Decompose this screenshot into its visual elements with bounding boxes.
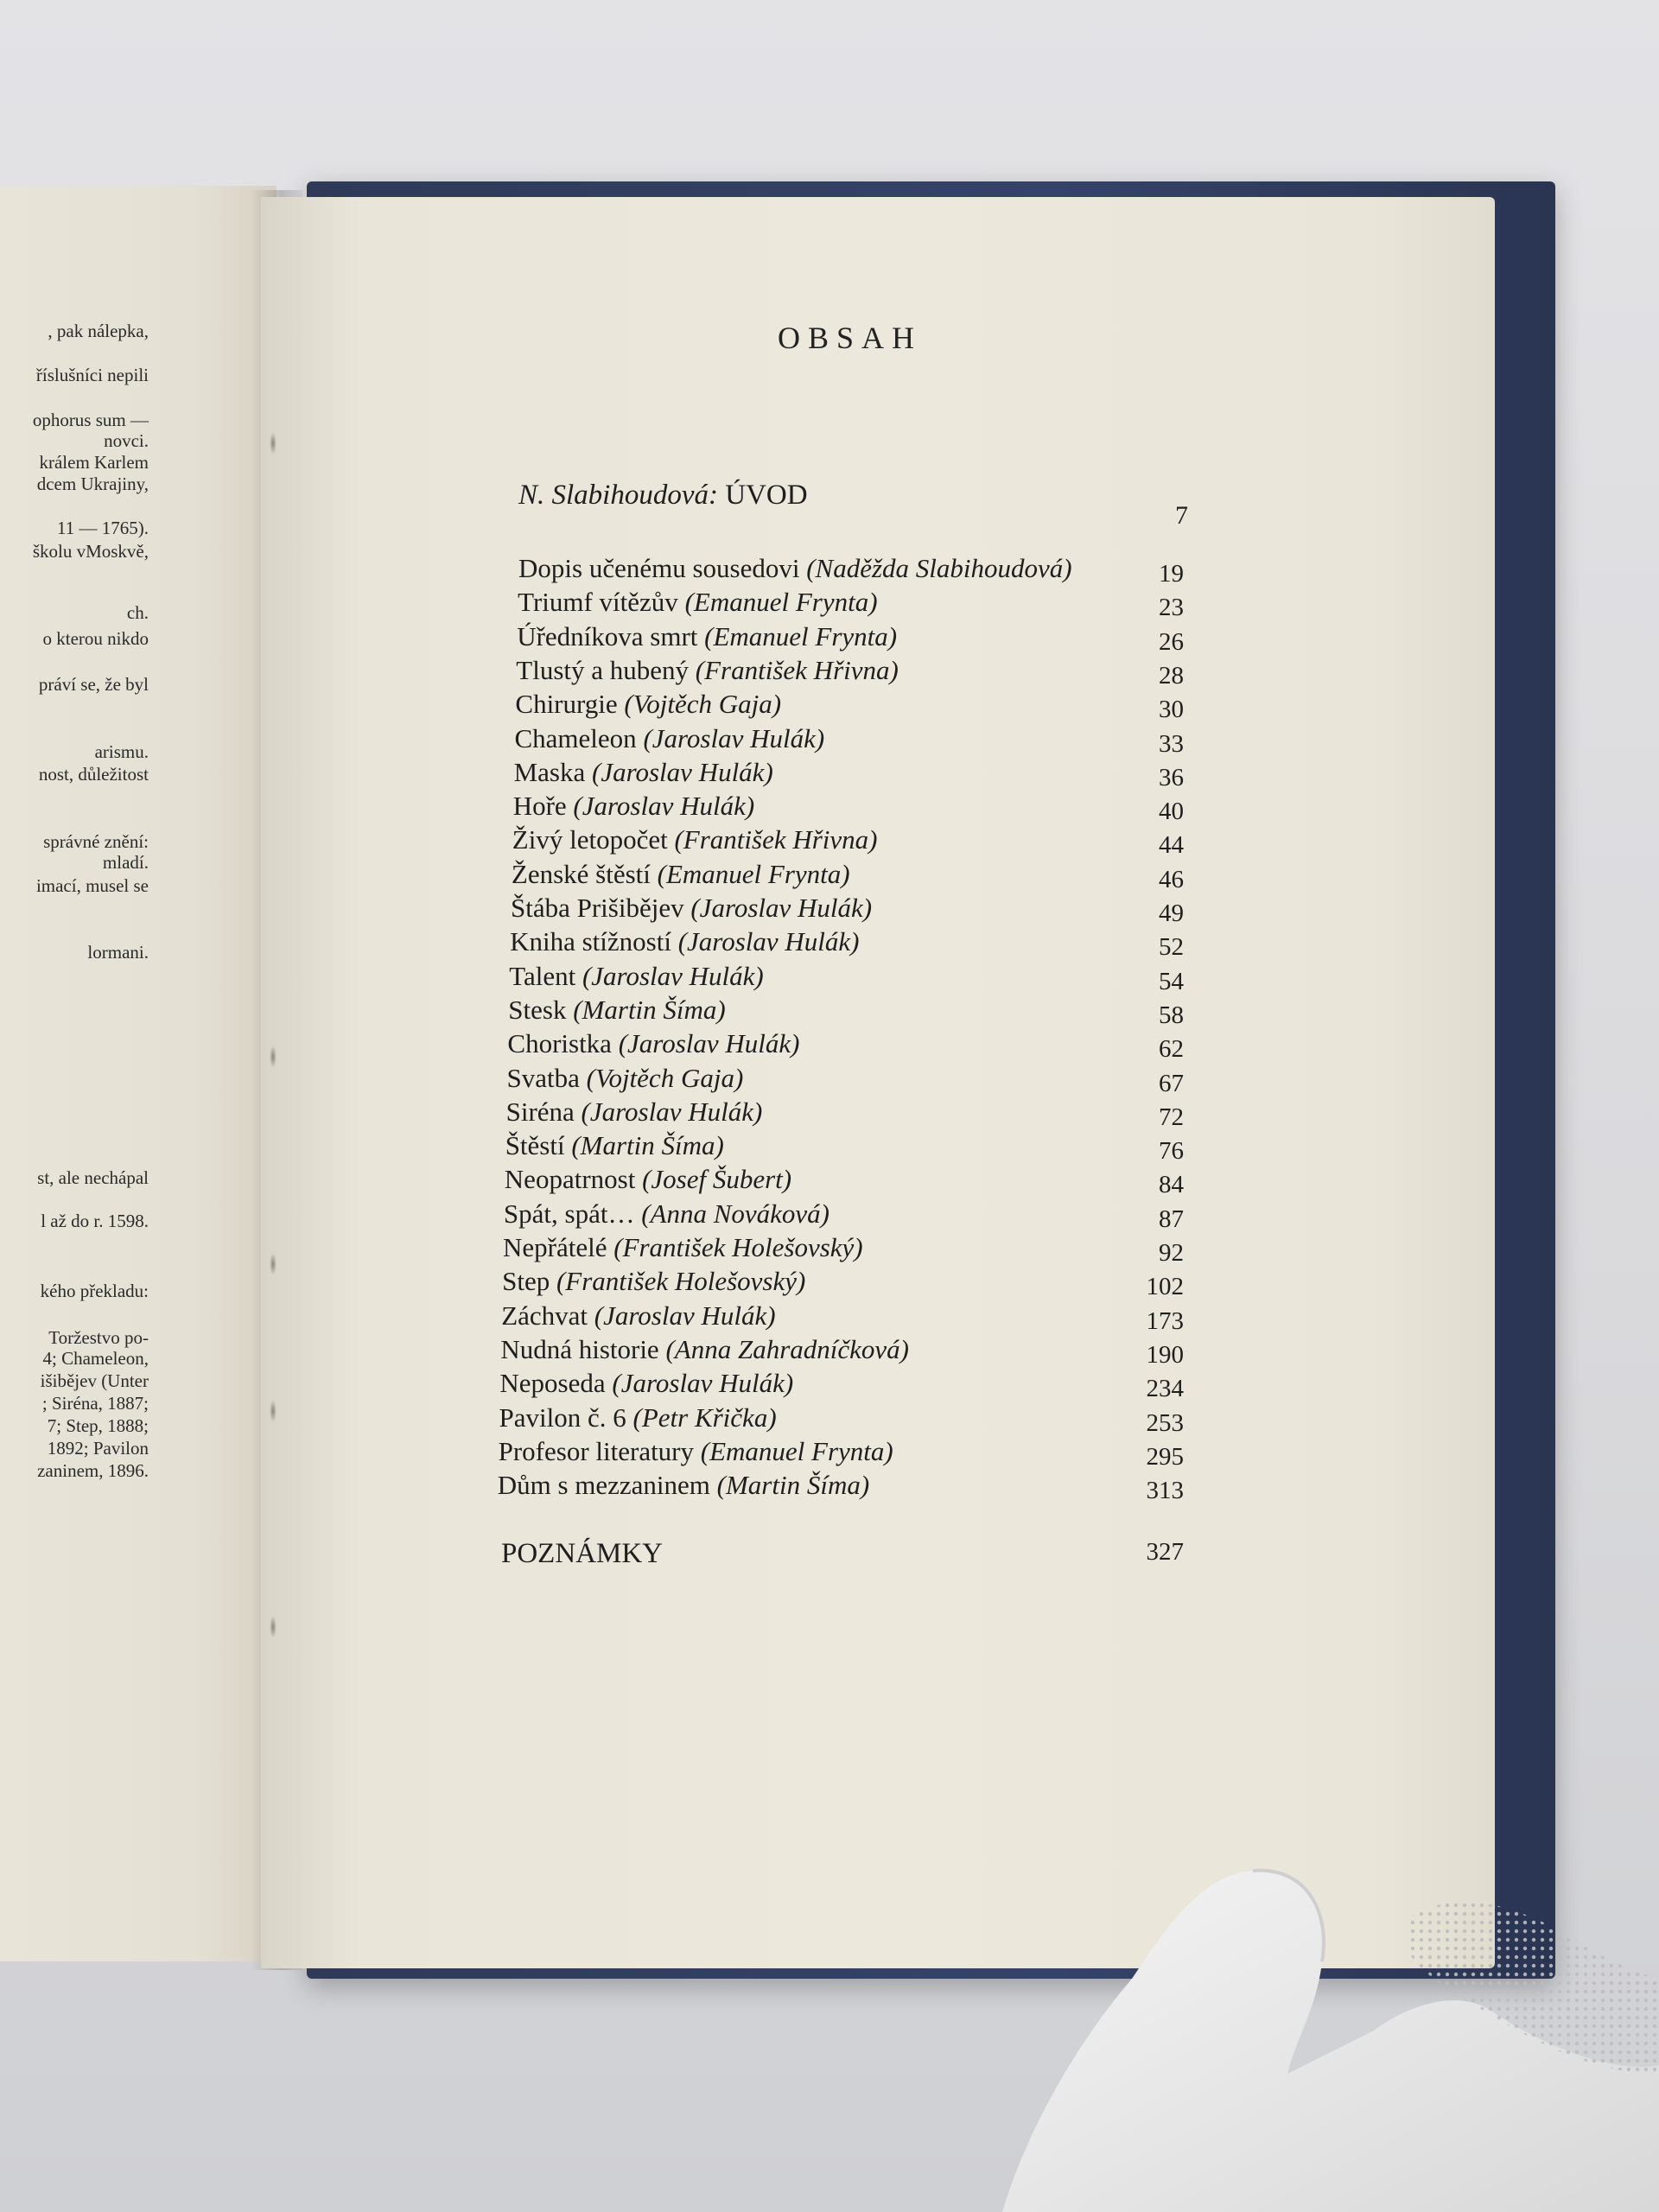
entry-translator: (Martin Šíma) [573,994,726,1025]
entry-page-number: 76 [1158,1137,1184,1166]
entry-page-number: 295 [1146,1442,1184,1471]
entry-title: Neposeda [499,1368,606,1399]
left-page-line: kého překladu: [40,1281,149,1301]
entry-title: Spát, spát… [503,1198,635,1229]
entry-translator: (Jaroslav Hulák) [573,791,755,822]
toc-entry [518,553,1184,588]
entry-translator: (Emanuel Frynta) [684,587,878,618]
entry-page-number: 87 [1158,1205,1184,1233]
entry-translator: (František Holešovský) [556,1266,806,1297]
entry-translator: (František Hřivna) [674,824,878,855]
entry-title: Choristka [507,1028,612,1059]
left-page-line: zaninem, 1896. [37,1460,149,1481]
entry-title: Pavilon č. 6 [499,1402,626,1433]
entry-page-number: 102 [1146,1273,1184,1301]
left-page-line: 4; Chameleon, [42,1348,149,1369]
entry-page-number: 92 [1159,1239,1184,1267]
entry-page-number: 173 [1146,1306,1184,1335]
entry-page-number: 234 [1146,1375,1184,1403]
entry-page-number: 84 [1158,1171,1184,1199]
left-page-line: nost, důležitost [38,764,149,785]
entry-title: Úředníkova smrt [517,620,698,652]
entry-translator: (Emanuel Frynta) [657,858,850,889]
entry-translator: (Martin Šíma) [716,1470,870,1501]
entry-translator: (Vojtěch Gaja) [624,689,782,720]
entry-title: Nepřátelé [503,1232,607,1262]
entry-title: Maska [513,756,586,787]
entry-title: Nudná historie [500,1333,659,1364]
entry-translator: (Jaroslav Hulák) [643,722,825,753]
entry-page-number: 30 [1158,696,1184,724]
toc-intro [518,480,808,512]
left-page-line: práví se, že byl [38,674,149,695]
entry-page-number: 26 [1158,627,1184,656]
entry-title: Živý letopočet [512,824,668,855]
intro-author: N. Slabihoudová: [518,480,718,511]
left-page-line: imací, musel se [35,875,149,896]
entry-page-number: 44 [1158,831,1184,860]
toc-entry [505,1164,1184,1198]
left-page-line: mladí. [102,852,149,873]
entry-translator: (Vojtěch Gaja) [586,1062,744,1093]
toc-entry [512,824,1184,859]
entry-translator: (Jaroslav Hulák) [618,1028,800,1059]
left-page-line: správné znění: [43,831,149,852]
toc-entry [499,1402,1185,1437]
notes-label: POZNÁMKY [501,1538,664,1569]
left-page-line: školu vMoskvě, [32,541,149,562]
left-page [0,186,276,1961]
entry-page-number: 313 [1146,1477,1184,1505]
toc-entry [515,723,1185,758]
entry-title: Kniha stížností [510,926,671,957]
entry-title: Dopis učenému sousedovi [518,553,800,583]
left-page-text [0,186,276,1961]
left-page-line: st, ale nechápal [37,1167,149,1188]
entry-title: Stesk [508,994,567,1025]
entry-title: Svatba [506,1062,580,1093]
binding-stitch [270,1253,276,1275]
intro-page-number: 7 [1175,501,1188,530]
left-page-line: ch. [126,602,149,623]
entry-title: Dům s mezzaninem [497,1470,710,1501]
entry-translator: (Jaroslav Hulák) [594,1300,776,1331]
binding-stitch [270,1400,276,1422]
entry-translator: (František Holešovský) [613,1232,863,1262]
entry-translator: (Anna Zahradníčková) [665,1333,909,1364]
binding-stitch [270,1616,276,1638]
entry-translator: (Jaroslav Hulák) [612,1368,794,1399]
entry-page-number: 67 [1159,1069,1184,1097]
left-page-line: , pak nálepka, [48,321,149,341]
entry-title: Záchvat [501,1300,588,1331]
entry-page-number: 58 [1158,1001,1184,1029]
toc-notes [501,1538,1184,1570]
toc-entry [505,1130,1184,1165]
binding-stitch [270,432,276,454]
toc-entry [500,1334,1184,1369]
toc-entry [506,1096,1184,1131]
toc-entry [514,757,1184,791]
entry-title: Chameleon [514,722,637,753]
left-page-line: lormani. [87,942,149,963]
toc-entry [501,1300,1184,1335]
gloved-hand [925,1815,1659,2212]
entry-translator: (Martin Šíma) [571,1130,724,1161]
entry-page-number: 54 [1158,967,1184,995]
left-page-line: dcem Ukrajiny, [36,474,149,494]
intro-label: ÚVOD [725,480,808,511]
entry-title: Profesor literatury [498,1435,695,1466]
left-page-line: išibějev (Unter [40,1370,149,1391]
entry-title: Talent [509,960,576,991]
left-page-line: 1892; Pavilon [47,1438,149,1459]
toc-entry [518,587,1184,621]
toc-entry [515,689,1184,723]
left-page-line: králem Karlem [39,452,149,473]
toc-entry [507,1028,1184,1063]
entry-translator: (Josef Šubert) [642,1164,792,1195]
entry-translator: (Emanuel Frynta) [704,620,898,652]
toc-entry [510,926,1184,961]
binding-stitch [270,1046,276,1068]
entry-page-number: 36 [1158,763,1184,791]
toc-entry [517,621,1184,656]
entry-translator: (Jaroslav Hulák) [677,926,860,957]
toc-entry [499,1368,1184,1402]
left-page-line: ; Siréna, 1887; [41,1393,149,1414]
entry-page-number: 253 [1146,1408,1184,1437]
entry-translator: (Emanuel Frynta) [700,1435,893,1466]
entry-translator: (Jaroslav Hulák) [582,960,764,991]
toc-entry [509,961,1184,995]
entry-title: Ženské štěstí [511,858,651,889]
entry-translator: (Naděžda Slabihoudová) [806,553,1072,583]
left-page-line: říslušníci nepili [35,365,149,385]
entry-title: Štába Prišibějev [511,893,684,923]
left-page-line: arismu. [94,741,149,762]
toc-entry [499,1436,1184,1471]
entry-title: Chirurgie [515,689,618,720]
entry-title: Štěstí [505,1130,565,1161]
toc-entry [508,995,1184,1029]
toc-entry [498,1470,1184,1504]
entry-translator: (Jaroslav Hulák) [592,756,773,787]
entry-page-number: 23 [1158,594,1184,622]
entry-page-number: 33 [1159,729,1184,758]
left-page-line: 7; Step, 1888; [47,1415,149,1436]
entry-page-number: 40 [1158,798,1184,826]
table-of-contents [497,320,1192,1573]
entry-translator: (Anna Nováková) [641,1198,830,1229]
entry-page-number: 46 [1158,865,1184,893]
toc-entry [504,1198,1184,1233]
entry-title: Neopatrnost [504,1164,636,1195]
entry-translator: (Jaroslav Hulák) [581,1096,763,1127]
entry-title: Step [502,1266,550,1297]
entry-translator: (Petr Křička) [632,1402,777,1433]
page-title: OBSAH [778,321,923,355]
entry-page-number: 190 [1146,1340,1184,1369]
entry-page-number: 28 [1158,661,1184,690]
left-page-line: 11 — 1765). [57,518,149,538]
toc-entry [503,1232,1184,1267]
toc-entry [516,655,1184,690]
toc-entry [513,791,1184,825]
toc-entry [507,1063,1185,1097]
toc-entry [511,893,1184,927]
left-page-line: ophorus sum — [32,410,149,430]
entry-page-number: 72 [1158,1103,1184,1131]
left-page-line: Toržestvo po- [48,1327,149,1348]
entry-page-number: 19 [1159,560,1184,588]
entry-title: Tlustý a hubený [516,654,690,685]
entry-translator: (František Hřivna) [695,654,899,685]
toc-entry [502,1266,1184,1300]
entry-page-number: 49 [1159,899,1184,927]
entry-title: Siréna [505,1096,575,1127]
entry-title: Hoře [512,791,567,822]
entry-translator: (Jaroslav Hulák) [690,893,873,923]
toc-entry [512,859,1184,893]
left-page-line: novci. [104,430,149,451]
entry-page-number: 52 [1158,933,1184,962]
left-page-line: o kterou nikdo [42,628,149,649]
notes-page-number: 327 [1146,1538,1184,1566]
entry-title: Triumf vítězův [518,587,678,618]
entry-page-number: 62 [1158,1035,1184,1064]
left-page-line: l až do r. 1598. [41,1211,149,1231]
